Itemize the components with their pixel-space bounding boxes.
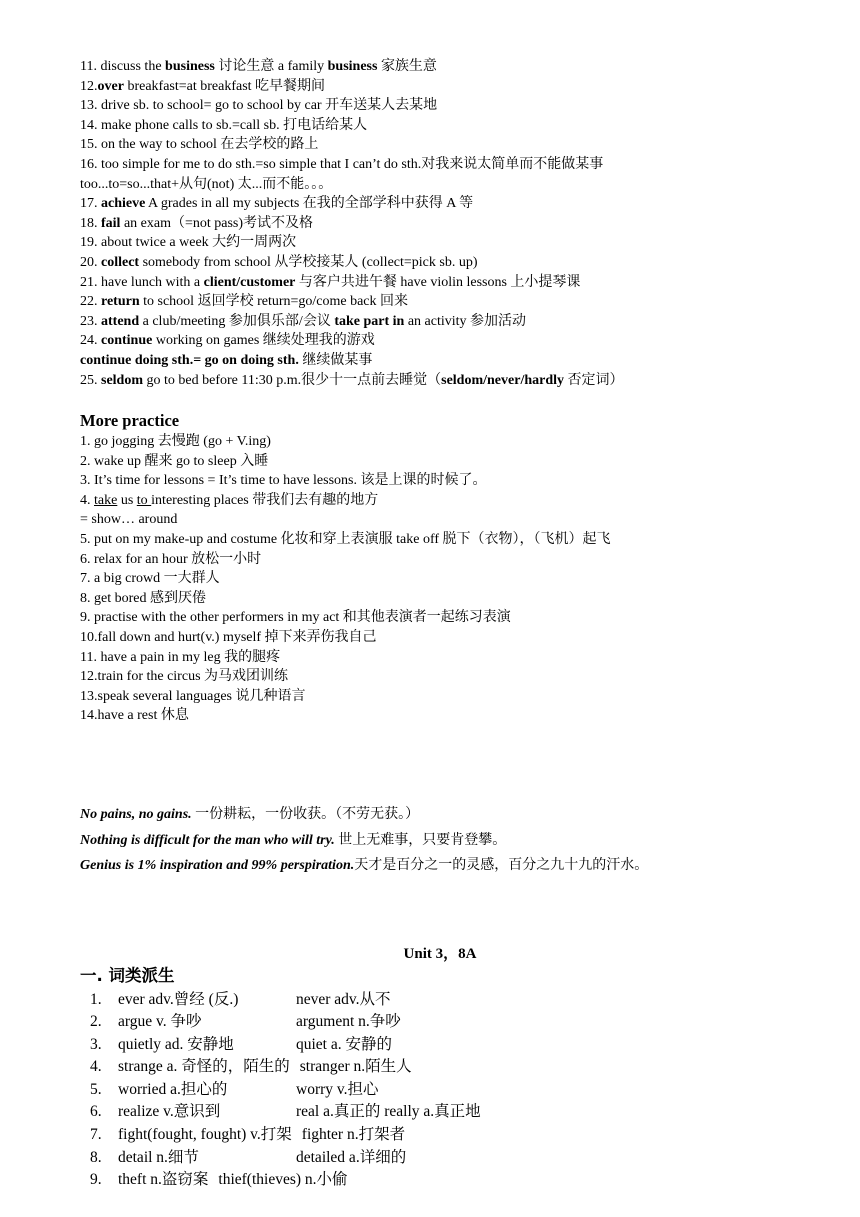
item-text: have a rest 休息 (97, 708, 189, 724)
item-number: 2. (90, 1013, 102, 1031)
list-item (80, 96, 800, 116)
item-number: 5. (90, 1080, 102, 1098)
quote-chinese: 世上无难事，只要肯登攀。 (334, 832, 507, 848)
item-number: 24. (80, 333, 98, 349)
item-text: on the way to school 在去学校的路上 (97, 137, 319, 153)
item-text: a big crowd 一大群人 (90, 571, 220, 587)
list-item (80, 569, 800, 589)
list-item (80, 331, 800, 351)
bold-term: business (165, 59, 215, 74)
list-item (80, 530, 800, 550)
item-text: train for the circus 为马戏团训练 (97, 669, 289, 685)
phrase-list-practice (80, 432, 800, 726)
bold-term: achieve (101, 196, 146, 212)
bold-term: take part in (334, 313, 405, 329)
item-text: 与客户共进午餐 have violin lessons 上小提琴课 (295, 274, 581, 290)
item-text: have a pain in my leg 我的腿疼 (96, 649, 281, 665)
item-number: 12. (80, 78, 98, 94)
item-number: 22. (80, 294, 98, 310)
list-item (80, 687, 800, 707)
derivation-item (80, 1101, 800, 1124)
bold-term: continue doing sth.= go on doing sth. (80, 352, 299, 368)
list-item (80, 57, 800, 77)
list-item (80, 648, 800, 668)
derivation-list (80, 989, 800, 1192)
list-item (80, 589, 800, 609)
derivation-item (80, 1169, 800, 1192)
list-item (80, 452, 800, 472)
item-text: about twice a week 大约一周两次 (97, 235, 297, 251)
list-item (80, 77, 800, 97)
item-text: an exam（=not pass)考试不及格 (120, 215, 314, 231)
derivation-related-word: real a.真正的 really a.真正地 (296, 1103, 481, 1121)
item-text: put on my make-up and costume 化妆和穿上表演服 take off 脱下（衣物），（飞机）起飞 (90, 532, 611, 548)
item-text: fall down and hurt(v.) myself 掉下来弄伤我自己 (97, 630, 377, 646)
item-number: 1. (90, 990, 102, 1008)
derivation-word: argue v. 争吵 (118, 1013, 202, 1031)
list-item (80, 175, 800, 195)
item-number: 14. (80, 117, 98, 133)
item-text: us (117, 492, 137, 508)
derivation-related-word: stranger n.陌生人 (299, 1058, 412, 1076)
item-text: a club/meeting 参加俱乐部/会议 (139, 313, 335, 329)
item-number: 9. (90, 1171, 102, 1189)
item-text: practise with the other performers in my act 和其他表演者一起练习表演 (90, 610, 511, 626)
item-number: 8. (90, 1148, 102, 1166)
section-one-heading: 一. 词类派生 (80, 965, 175, 985)
item-text: interesting places 带我们去有趣的地方 (151, 492, 379, 508)
derivation-related-word: detailed a.详细的 (296, 1148, 407, 1166)
item-number: 18. (80, 215, 98, 231)
derivation-item (80, 1079, 800, 1102)
derivation-item (80, 1011, 800, 1034)
item-text: somebody from school 从学校接某人 (collect=pick sb. up) (139, 254, 478, 270)
derivation-item (80, 989, 800, 1012)
item-number: 6. (80, 551, 91, 567)
item-number: 11. (80, 649, 97, 665)
item-text: A grades in all my subjects 在我的全部学科中获得 A 等 (145, 196, 474, 212)
item-number: 23. (80, 313, 98, 329)
item-number: 6. (90, 1103, 102, 1121)
derivation-word: realize v.意识到 (118, 1103, 221, 1121)
derivation-word: quietly ad. 安静地 (118, 1035, 234, 1053)
item-text: make phone calls to sb.=call sb. 打电话给某人 (97, 117, 368, 133)
unit-title: Unit 3，8A (403, 945, 477, 962)
derivation-word: fight(fought, fought) v.打架 (118, 1126, 292, 1144)
list-item (80, 667, 800, 687)
derivation-item (80, 1056, 800, 1079)
item-text: go to bed before 11:30 p.m.很少十一点前去睡觉（ (143, 372, 442, 388)
item-number: 4. (90, 1058, 102, 1076)
item-text: go jogging 去慢跑 (go + V.ing) (90, 434, 271, 450)
derivation-related-word: worry v.担心 (296, 1080, 379, 1098)
list-item (80, 194, 800, 214)
bold-term: business (327, 59, 378, 74)
list-item (80, 135, 800, 155)
quote-line (80, 828, 800, 854)
derivation-item (80, 1124, 800, 1147)
item-number: 13. (80, 688, 98, 704)
item-number: 13. (80, 98, 98, 114)
item-number: 19. (80, 235, 98, 251)
derivation-word: ever adv.曾经 (反.) (118, 990, 239, 1008)
quote-chinese: 一份耕耘，一份收获。（不劳无获。） (191, 807, 420, 822)
list-item (80, 608, 800, 628)
item-text: have lunch with a (97, 274, 204, 290)
derivation-word: detail n.细节 (118, 1148, 199, 1166)
list-item (80, 155, 800, 175)
item-text: working on games 继续处理我的游戏 (152, 333, 375, 349)
item-text: 继续做某事 (298, 352, 373, 368)
item-number: 25. (80, 372, 98, 388)
quote-english: Genius is 1% inspiration and 99% perspiration. (80, 858, 355, 873)
item-number: 7. (90, 1126, 102, 1144)
derivation-word: strange a. 奇怪的，陌生的 (118, 1058, 290, 1076)
item-number: 9. (80, 610, 91, 626)
derivation-word: theft n.盗窃案 (118, 1171, 209, 1189)
bold-term: return (101, 294, 140, 310)
bold-term: attend (101, 313, 140, 329)
quote-line (80, 802, 800, 828)
item-text: wake up 醒来 go to sleep 入睡 (90, 453, 269, 469)
derivation-item (80, 1034, 800, 1057)
item-number: 16. (80, 156, 98, 172)
item-number: 7. (80, 571, 91, 587)
list-item (80, 273, 800, 293)
bold-term: continue (101, 333, 153, 349)
item-text: discuss the (96, 59, 166, 74)
item-number: 12. (80, 669, 98, 685)
quote-english: No pains, no gains. (80, 807, 192, 822)
item-text: 家族生意 (377, 59, 437, 74)
derivation-related-word: quiet a. 安静的 (296, 1035, 392, 1053)
item-text: = show… around (80, 512, 178, 528)
derivation-word: worried a.担心的 (118, 1080, 228, 1098)
derivation-related-word: thief(thieves) n.小偷 (218, 1171, 348, 1189)
list-item (80, 432, 800, 452)
item-text: too...to=so...that+从句(not) 太...而不能。。。 (80, 176, 333, 192)
phrase-list-top (80, 57, 800, 390)
item-text: breakfast=at breakfast 吃早餐期间 (123, 78, 326, 94)
item-number: 21. (80, 274, 98, 290)
item-number: 20. (80, 254, 98, 270)
derivation-item (80, 1147, 800, 1170)
derivation-related-word: never adv.从不 (296, 990, 391, 1008)
quote-english: Nothing is difficult for the man who will try. (80, 832, 335, 848)
list-item (80, 491, 800, 511)
item-number: 5. (80, 532, 91, 548)
list-item (80, 351, 800, 371)
list-item (80, 706, 800, 726)
item-number: 3. (80, 473, 91, 489)
item-number: 3. (90, 1035, 102, 1053)
item-text: too simple for me to do sth.=so simple that I can’t do sth.对我来说太简单而不能做某事 (97, 156, 604, 172)
item-number: 4. (80, 492, 91, 508)
list-item (80, 312, 800, 332)
item-number: 14. (80, 708, 98, 724)
bold-term: collect (101, 254, 140, 270)
list-item (80, 233, 800, 253)
item-number: 10. (80, 630, 98, 646)
quotes-block (80, 802, 800, 879)
item-number: 11. (80, 59, 97, 74)
item-text: drive sb. to school= go to school by car 开车送某人去某地 (97, 98, 438, 114)
quote-chinese: 天才是百分之一的灵感，百分之九十九的汗水。 (354, 858, 649, 873)
item-number: 1. (80, 434, 91, 450)
underlined-term: take (94, 492, 118, 508)
item-text: speak several languages 说几种语言 (97, 688, 306, 704)
bold-term: fail (101, 215, 121, 231)
document-page (80, 57, 800, 1192)
list-item (80, 116, 800, 136)
item-text: get bored 感到厌倦 (90, 590, 206, 606)
list-item (80, 371, 800, 391)
underlined-term: to (136, 492, 152, 508)
bold-term: seldom/never/hardly (441, 372, 565, 388)
item-text: relax for an hour 放松一小时 (90, 551, 262, 567)
item-text: It’s time for lessons = It’s time to have lessons. 该是上课的时候了。 (90, 473, 487, 489)
list-item (80, 253, 800, 273)
list-item (80, 550, 800, 570)
list-item (80, 510, 800, 530)
list-item (80, 214, 800, 234)
quote-line (80, 853, 800, 879)
item-number: 8. (80, 590, 91, 606)
derivation-related-word: argument n.争吵 (296, 1013, 401, 1031)
bold-term: over (97, 78, 124, 94)
more-practice-title: More practice (80, 411, 180, 431)
item-number: 17. (80, 196, 98, 212)
item-text: 否定词） (564, 372, 624, 388)
list-item (80, 471, 800, 491)
list-item (80, 628, 800, 648)
bold-term: seldom (101, 372, 143, 388)
item-text: 讨论生意 a family (214, 59, 328, 74)
list-item (80, 292, 800, 312)
item-text: an activity 参加活动 (404, 313, 527, 329)
item-text: to school 返回学校 return=go/come back 回来 (139, 294, 409, 310)
derivation-related-word: fighter n.打架者 (301, 1126, 406, 1144)
bold-term: client/customer (203, 274, 296, 290)
item-number: 15. (80, 137, 98, 153)
item-number: 2. (80, 453, 91, 469)
